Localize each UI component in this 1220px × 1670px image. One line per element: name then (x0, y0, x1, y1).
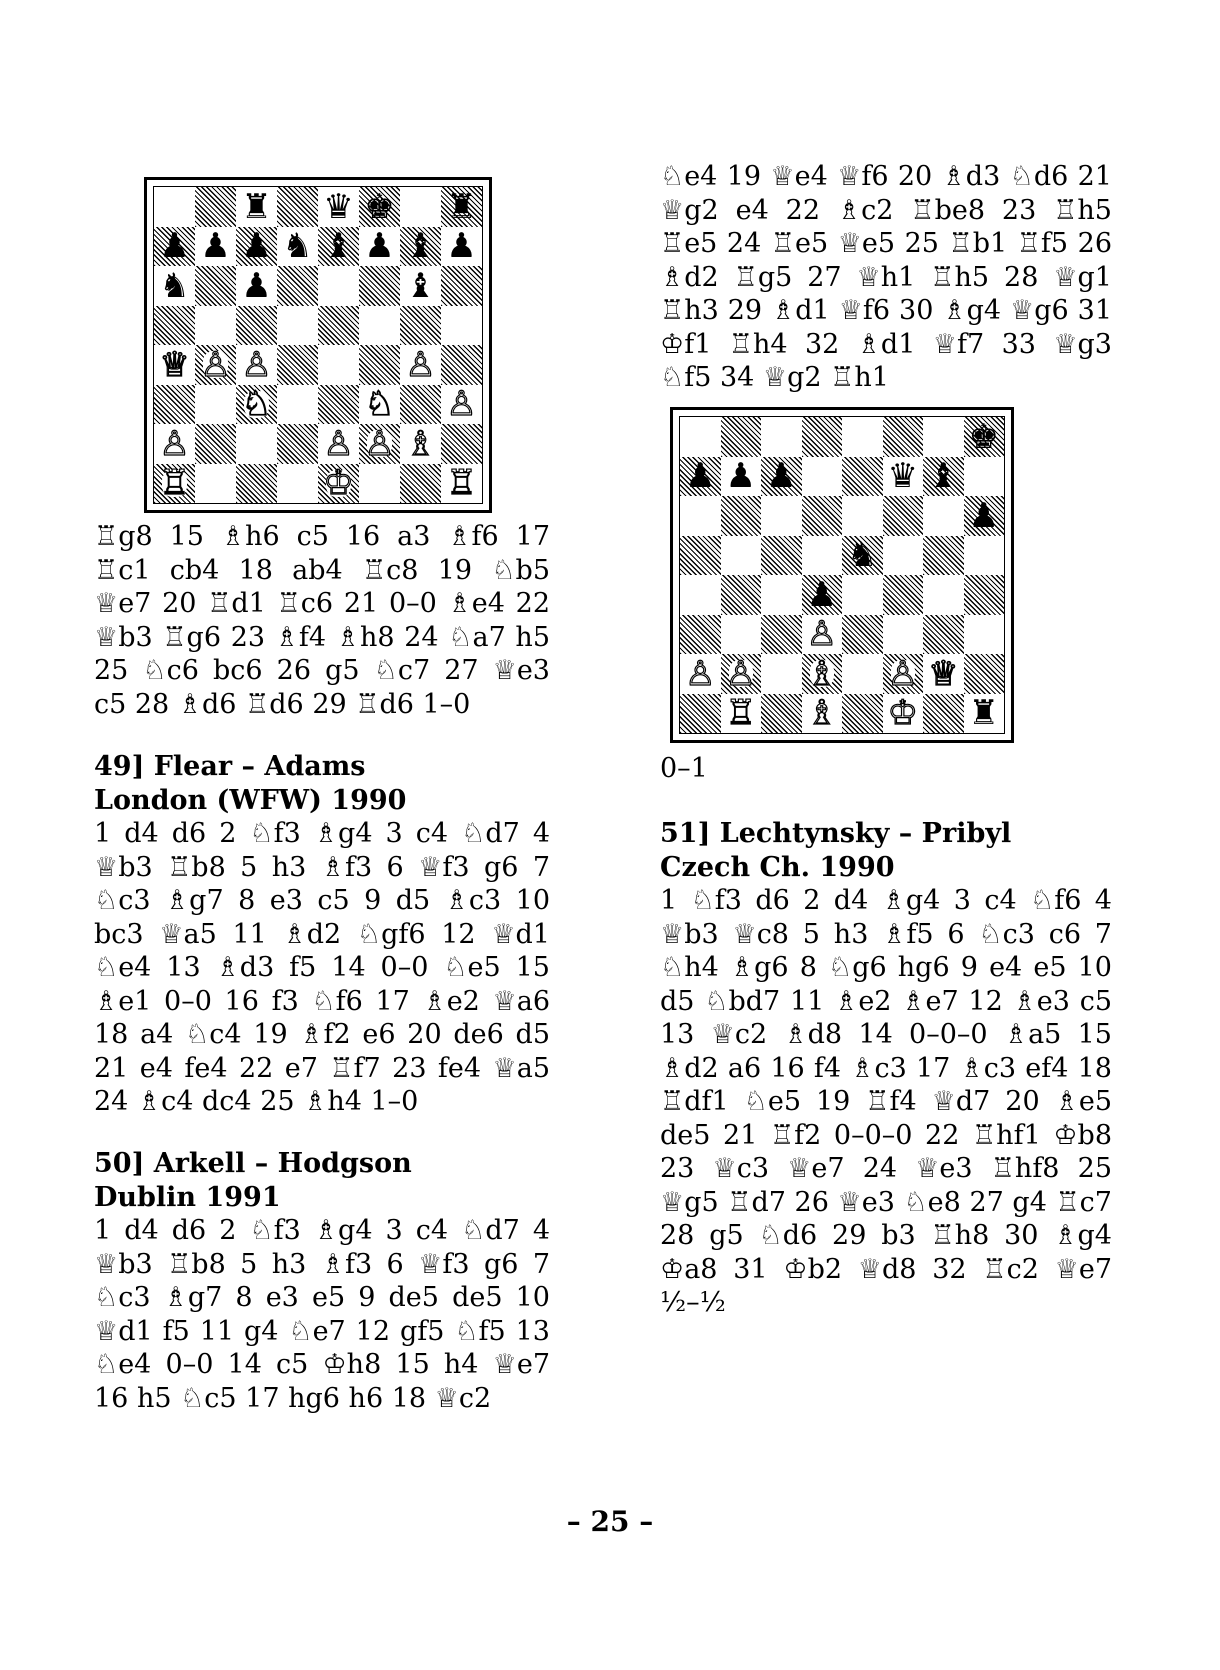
board-square (277, 464, 318, 504)
board-square (964, 575, 1005, 615)
board-square (154, 424, 195, 464)
white-pawn-icon: ♙ (364, 424, 395, 464)
board-square (883, 575, 924, 615)
white-pawn-icon: ♙ (685, 654, 716, 694)
game-51-moves (660, 884, 1112, 1320)
moves-text: ♘e4 19 ♕e4 ♕f6 20 ♗d3 ♘d6 21 ♕g2 e4 22 ♗c2 ♖be8 23 ♖h5 ♖e5 24 ♖e5 ♕e5 25 ♖b1 ♖f5 26 ♗d2 ♖g5 27 ♕h1 ♖h5 28 ♕g1 ♖h3 29 ♗d1 ♕f6 30 ♗g4 ♕g6 31 ♔f1 ♖h4 32 ♗d1 ♕f7 33 ♕g3 ♘f5 34 ♕g2 ♖h1 (660, 161, 1113, 393)
board-square (680, 536, 721, 576)
board-square (400, 385, 441, 425)
board-square (761, 457, 802, 497)
board-square (883, 536, 924, 576)
board-square (680, 417, 721, 457)
board-square (441, 266, 482, 306)
white-pawn-icon: ♙ (241, 345, 272, 385)
board-square (359, 227, 400, 267)
black-pawn-icon: ♟ (806, 575, 837, 615)
board-square (883, 694, 924, 734)
board-square (761, 615, 802, 655)
board-square (277, 345, 318, 385)
board-square (883, 417, 924, 457)
board-square (441, 187, 482, 227)
board-square (964, 417, 1005, 457)
board-square (923, 575, 964, 615)
black-pawn-icon: ♟ (241, 266, 272, 306)
board-square (842, 575, 883, 615)
black-bishop-icon: ♝ (928, 456, 959, 496)
black-pawn-icon: ♟ (766, 456, 797, 496)
game-event: London (WFW) 1990 (94, 784, 407, 816)
board-square (318, 187, 359, 227)
chess-diagram-1 (144, 177, 492, 513)
white-queen-icon: ♕ (159, 345, 190, 385)
board-square (400, 227, 441, 267)
board-square (883, 654, 924, 694)
board-square (318, 385, 359, 425)
board-square (318, 464, 359, 504)
board-square (277, 187, 318, 227)
page-number: – 25 – (566, 1505, 654, 1538)
board-square (761, 496, 802, 536)
black-pawn-icon: ♟ (159, 226, 190, 266)
board-square (761, 575, 802, 615)
chessboard-grid (153, 186, 483, 504)
game-50-heading (94, 1147, 412, 1214)
board-square (721, 417, 762, 457)
black-bishop-icon: ♝ (323, 226, 354, 266)
board-square (923, 654, 964, 694)
board-square (680, 654, 721, 694)
board-square (680, 457, 721, 497)
board-square (236, 464, 277, 504)
black-rook-icon: ♜ (446, 187, 477, 227)
black-pawn-icon: ♟ (446, 226, 477, 266)
white-rook-icon: ♖ (725, 693, 756, 733)
moves-text: 1 d4 d6 2 ♘f3 ♗g4 3 c4 ♘d7 4 ♕b3 ♖b8 5 h3 ♗f3 6 ♕f3 g6 7 ♘c3 ♗g7 8 e3 e5 9 de5 de5 10 ♕d1 f5 11 g4 ♘e7 12 gf5 ♘f5 13 ♘e4 0–0 14 c5 ♔h8 15 h4 ♕e7 16 h5 ♘c5 17 hg6 h6 18 ♕c2 (94, 1215, 550, 1414)
board-square (923, 536, 964, 576)
black-knight-icon: ♞ (282, 226, 313, 266)
board-square (883, 496, 924, 536)
game-title: 51] Lechtynsky – Pribyl (660, 818, 1012, 849)
board-square (195, 187, 236, 227)
board-square (318, 345, 359, 385)
board-square (802, 615, 843, 655)
white-queen-icon: ♕ (928, 654, 959, 694)
board-square (721, 457, 762, 497)
game-event: Czech Ch. 1990 (660, 851, 895, 883)
board-square (721, 694, 762, 734)
board-square (761, 654, 802, 694)
white-king-icon: ♔ (887, 693, 918, 733)
board-square (964, 654, 1005, 694)
board-square (359, 345, 400, 385)
board-square (236, 385, 277, 425)
board-square (195, 345, 236, 385)
board-square (236, 227, 277, 267)
board-square (721, 615, 762, 655)
white-pawn-icon: ♙ (323, 424, 354, 464)
board-square (359, 187, 400, 227)
white-bishop-icon: ♗ (405, 424, 436, 464)
board-square (923, 457, 964, 497)
board-square (441, 306, 482, 346)
board-square (441, 464, 482, 504)
moves-text: 1 d4 d6 2 ♘f3 ♗g4 3 c4 ♘d7 4 ♕b3 ♖b8 5 h3 ♗f3 6 ♕f3 g6 7 ♘c3 ♗g7 8 e3 c5 9 d5 ♗c3 10 bc3 ♕a5 11 ♗d2 ♘gf6 12 ♕d1 ♘e4 13 ♗d3 f5 14 0–0 ♘e5 15 ♗e1 0–0 16 f3 ♘f6 17 ♗e2 ♕a6 18 a4 ♘c4 19 ♗f2 e6 20 de6 d5 21 e4 fe4 22 e7 ♖f7 23 fe4 ♕a5 24 ♗c4 dc4 25 ♗h4 1–0 (94, 818, 550, 1117)
board-square (842, 496, 883, 536)
board-square (154, 266, 195, 306)
board-square (277, 227, 318, 267)
chess-diagram-2 (670, 407, 1014, 743)
board-square (359, 385, 400, 425)
black-pawn-icon: ♟ (968, 496, 999, 536)
board-square (154, 187, 195, 227)
black-king-icon: ♚ (364, 187, 395, 227)
board-square (802, 417, 843, 457)
board-square (680, 575, 721, 615)
game-49-moves (94, 817, 550, 1119)
board-square (195, 227, 236, 267)
board-square (359, 306, 400, 346)
board-square (761, 694, 802, 734)
white-knight-icon: ♘ (364, 384, 395, 424)
black-pawn-icon: ♟ (685, 456, 716, 496)
white-pawn-icon: ♙ (806, 614, 837, 654)
board-square (680, 615, 721, 655)
board-square (236, 187, 277, 227)
board-square (236, 424, 277, 464)
black-knight-icon: ♞ (847, 535, 878, 575)
black-pawn-icon: ♟ (725, 456, 756, 496)
white-rook-icon: ♖ (446, 463, 477, 503)
white-pawn-icon: ♙ (446, 384, 477, 424)
game-event: Dublin 1991 (94, 1181, 281, 1213)
board-square (842, 457, 883, 497)
board-square (318, 424, 359, 464)
game-title: 49] Flear – Adams (94, 751, 366, 782)
board-square (964, 536, 1005, 576)
white-knight-icon: ♘ (241, 384, 272, 424)
board-square (964, 457, 1005, 497)
board-square (441, 424, 482, 464)
black-bishop-icon: ♝ (405, 226, 436, 266)
board-square (441, 227, 482, 267)
board-square (680, 694, 721, 734)
board-square (802, 694, 843, 734)
board-square (842, 654, 883, 694)
black-pawn-icon: ♟ (200, 226, 231, 266)
board-square (964, 496, 1005, 536)
board-square (923, 694, 964, 734)
board-square (721, 536, 762, 576)
black-queen-icon: ♛ (887, 456, 918, 496)
board-square (883, 615, 924, 655)
board-square (195, 266, 236, 306)
board-square (802, 654, 843, 694)
board-square (802, 496, 843, 536)
black-rook-icon: ♜ (968, 693, 999, 733)
board-square (400, 187, 441, 227)
board-square (923, 496, 964, 536)
board-square (923, 615, 964, 655)
board-square (154, 227, 195, 267)
white-rook-icon: ♖ (159, 463, 190, 503)
white-king-icon: ♔ (323, 463, 354, 503)
board-square (761, 417, 802, 457)
game-48-moves (94, 520, 550, 721)
board-square (154, 385, 195, 425)
board-square (761, 536, 802, 576)
white-pawn-icon: ♙ (159, 424, 190, 464)
board-square (359, 464, 400, 504)
board-square (154, 306, 195, 346)
board-square (236, 345, 277, 385)
board-square (842, 417, 883, 457)
board-square (195, 385, 236, 425)
board-square (842, 536, 883, 576)
board-square (802, 575, 843, 615)
game-51-heading (660, 817, 1011, 884)
game-50-moves (94, 1214, 550, 1415)
board-square (441, 345, 482, 385)
white-bishop-icon: ♗ (806, 654, 837, 694)
board-square (277, 424, 318, 464)
white-bishop-icon: ♗ (806, 693, 837, 733)
board-square (802, 536, 843, 576)
board-square (359, 424, 400, 464)
board-square (359, 266, 400, 306)
board-square (400, 464, 441, 504)
black-queen-icon: ♛ (323, 187, 354, 227)
board-square (842, 615, 883, 655)
board-square (721, 496, 762, 536)
board-square (842, 694, 883, 734)
board-square (277, 266, 318, 306)
board-square (318, 306, 359, 346)
black-knight-icon: ♞ (159, 266, 190, 306)
board-square (721, 654, 762, 694)
game-title: 50] Arkell – Hodgson (94, 1148, 412, 1179)
white-pawn-icon: ♙ (200, 345, 231, 385)
board-square (964, 694, 1005, 734)
white-pawn-icon: ♙ (405, 345, 436, 385)
game-49-heading (94, 750, 406, 817)
moves-text: ♖g8 15 ♗h6 c5 16 a3 ♗f6 17 ♖c1 cb4 18 ab4 ♖c8 19 ♘b5 ♕e7 20 ♖d1 ♖c6 21 0–0 ♗e4 22 ♕b3 ♖g6 23 ♗f4 ♗h8 24 ♘a7 h5 25 ♘c6 bc6 26 g5 ♘c7 27 ♕e3 c5 28 ♗d6 ♖d6 29 ♖d6 1–0 (94, 521, 550, 720)
black-king-icon: ♚ (968, 417, 999, 457)
board-square (154, 345, 195, 385)
black-bishop-icon: ♝ (405, 266, 436, 306)
board-square (400, 266, 441, 306)
board-square (318, 266, 359, 306)
board-square (441, 385, 482, 425)
board-square (236, 306, 277, 346)
white-pawn-icon: ♙ (887, 654, 918, 694)
black-pawn-icon: ♟ (241, 226, 272, 266)
board-square (195, 424, 236, 464)
board-square (277, 306, 318, 346)
board-square (154, 464, 195, 504)
board-square (802, 457, 843, 497)
game-50-result: 0–1 (660, 753, 708, 784)
board-square (400, 345, 441, 385)
board-square (277, 385, 318, 425)
game-50-continuation (660, 160, 1112, 395)
board-square (195, 464, 236, 504)
black-pawn-icon: ♟ (364, 226, 395, 266)
board-square (721, 575, 762, 615)
board-square (195, 306, 236, 346)
chessboard-grid (679, 416, 1005, 734)
moves-text: 1 ♘f3 d6 2 d4 ♗g4 3 c4 ♘f6 4 ♕b3 ♕c8 5 h3 ♗f5 6 ♘c3 c6 7 ♘h4 ♗g6 8 ♘g6 hg6 9 e4 e5 10 d5 ♘bd7 11 ♗e2 ♗e7 12 ♗e3 c5 13 ♕c2 ♗d8 14 0–0–0 ♗a5 15 ♗d2 a6 16 f4 ♗c3 17 ♗c3 ef4 18 ♖df1 ♘e5 19 ♖f4 ♕d7 20 ♗e5 de5 21 ♖f2 0–0–0 22 ♖hf1 ♔b8 23 ♕c3 ♕e7 24 ♕e3 ♖hf8 25 ♕g5 ♖d7 26 ♕e3 ♘e8 27 g4 ♖c7 28 g5 ♘d6 29 b3 ♖h8 30 ♗g4 ♔a8 31 ♔b2 ♕d8 32 ♖c2 ♕e7 ½–½ (660, 885, 1112, 1318)
board-square (318, 227, 359, 267)
board-square (923, 417, 964, 457)
board-square (400, 306, 441, 346)
board-square (883, 457, 924, 497)
white-pawn-icon: ♙ (725, 654, 756, 694)
board-square (680, 496, 721, 536)
board-square (236, 266, 277, 306)
board-square (964, 615, 1005, 655)
black-rook-icon: ♜ (241, 187, 272, 227)
board-square (400, 424, 441, 464)
